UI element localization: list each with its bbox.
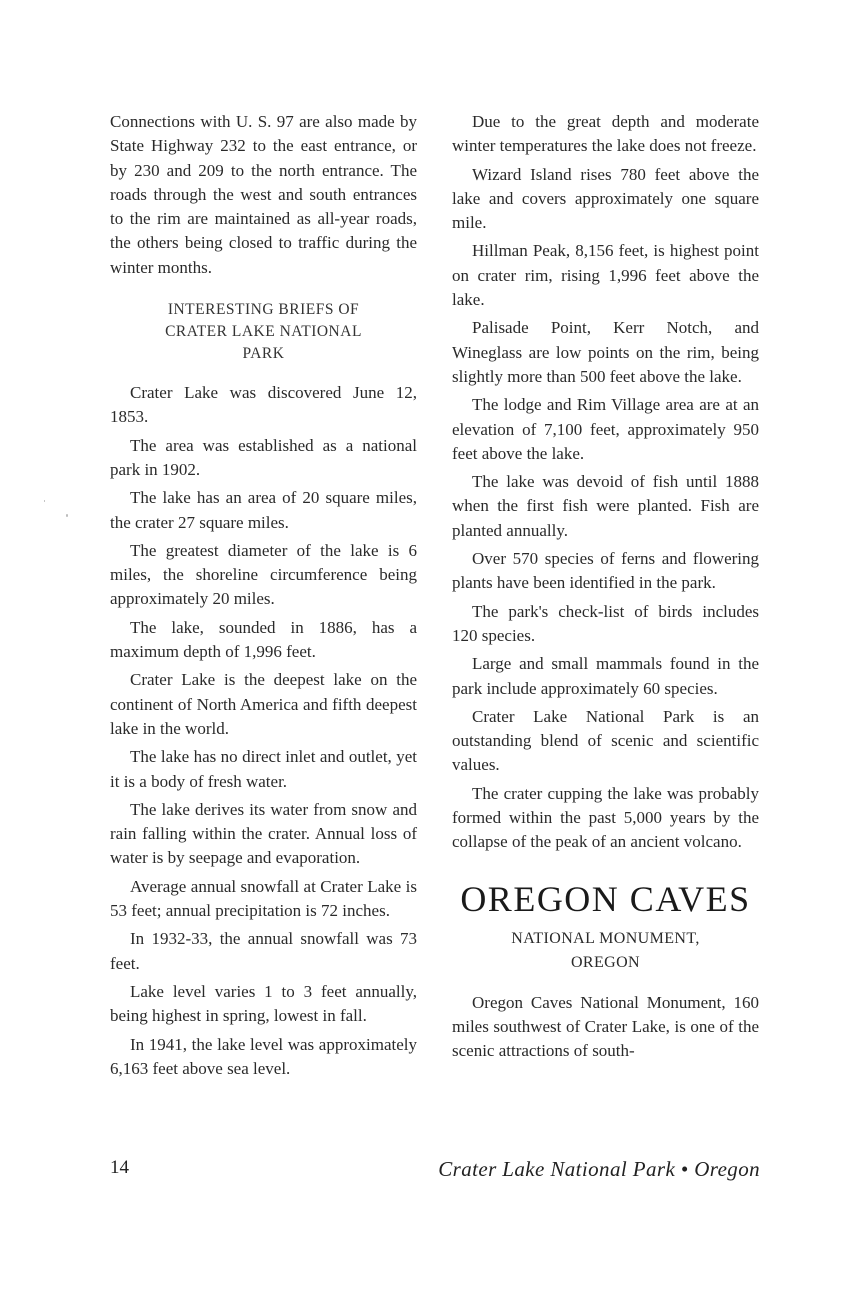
- brief-paragraph: The lake has no direct inlet and outlet, yet it is a body of fresh water.: [110, 747, 417, 791]
- page-footer: [110, 1157, 760, 1187]
- section-heading-line: INTERESTING BRIEFS OF: [167, 301, 360, 319]
- brief-paragraph: Palisade Point, Kerr Notch, and Wineglass are low points on the rim, being slightly more than 500 feet above the lake.: [452, 318, 759, 386]
- right-column: [452, 110, 759, 1068]
- brief-paragraph: The lodge and Rim Village area are at an elevation of 7,100 feet, approximately 950 feet above the lake.: [452, 395, 759, 463]
- brief-paragraph: In 1941, the lake level was approximately 6,163 feet above sea level.: [110, 1034, 417, 1078]
- subtitle-line: OREGON: [570, 953, 641, 971]
- brief-paragraph: The park's check-list of birds includes 120 species.: [452, 601, 759, 645]
- brief-paragraph: Hillman Peak, 8,156 feet, is highest point on crater rim, rising 1,996 feet above the lake.: [452, 241, 759, 310]
- oregon-caves-subtitle: [452, 927, 759, 975]
- intro-paragraph: Connections with U. S. 97 are also made by State Highway 232 to the east entrance, or by 230 and 209 to the north entrance. The roads through the west and south entrances to the rim are maintained as all-year roads, the others being closed to traffic during the winter months.: [110, 112, 417, 277]
- brief-paragraph: The lake has an area of 20 square miles, the crater 27 square miles.: [110, 488, 417, 532]
- brief-paragraph: Lake level varies 1 to 3 feet annually, being highest in spring, lowest in fall.: [110, 981, 417, 1026]
- section-heading-line: PARK: [242, 345, 285, 363]
- brief-paragraph: Average annual snowfall at Crater Lake is 53 feet; annual precipitation is 72 inches.: [110, 876, 417, 921]
- brief-paragraph: The crater cupping the lake was probably formed within the past 5,000 years by the collapse of the peak of an ancient volcano.: [452, 783, 759, 852]
- page-number: 14: [110, 1157, 129, 1178]
- brief-paragraph: Wizard Island rises 780 feet above the lake and covers approximately one square mile.: [452, 164, 759, 233]
- brief-paragraph: In 1932-33, the annual snowfall was 73 feet.: [110, 929, 417, 973]
- brief-paragraph: Due to the great depth and moderate winter temperatures the lake does not freeze.: [452, 112, 759, 156]
- brief-paragraph: Crater Lake was discovered June 12, 1853.: [110, 383, 417, 427]
- brief-paragraph: The greatest diameter of the lake is 6 miles, the shoreline circumference being approximately 20 miles.: [110, 540, 417, 609]
- scan-speck: [44, 500, 45, 502]
- oregon-caves-paragraph: Oregon Caves National Monument, 160 miles southwest of Crater Lake, is one of the scenic attractions of south-: [452, 992, 759, 1061]
- brief-paragraph: Crater Lake National Park is an outstanding blend of scenic and scientific values.: [452, 706, 759, 775]
- brief-paragraph: The area was established as a national park in 1902.: [110, 435, 417, 479]
- left-column: [110, 110, 417, 1085]
- brief-paragraph: The lake derives its water from snow and rain falling within the crater. Annual loss of water is by seepage and evaporation.: [110, 799, 417, 868]
- section-heading-line: CRATER LAKE NATIONAL: [165, 323, 362, 341]
- subtitle-line: NATIONAL MONUMENT,: [511, 929, 700, 947]
- section-heading-briefs: [110, 299, 417, 365]
- running-title: Crater Lake National Park • Oregon: [438, 1157, 760, 1181]
- brief-paragraph: Large and small mammals found in the park include approximately 60 species.: [452, 654, 759, 698]
- oregon-caves-title: OREGON CAVES: [460, 878, 751, 919]
- brief-paragraph: The lake, sounded in 1886, has a maximum depth of 1,996 feet.: [110, 617, 417, 662]
- brief-paragraph: Crater Lake is the deepest lake on the continent of North America and fifth deepest lake in the world.: [110, 670, 417, 738]
- scan-speck: [66, 514, 68, 517]
- brief-paragraph: Over 570 species of ferns and flowering plants have been identified in the park.: [452, 549, 759, 593]
- brief-paragraph: The lake was devoid of fish until 1888 when the first fish were planted. Fish are planted annually.: [452, 472, 759, 540]
